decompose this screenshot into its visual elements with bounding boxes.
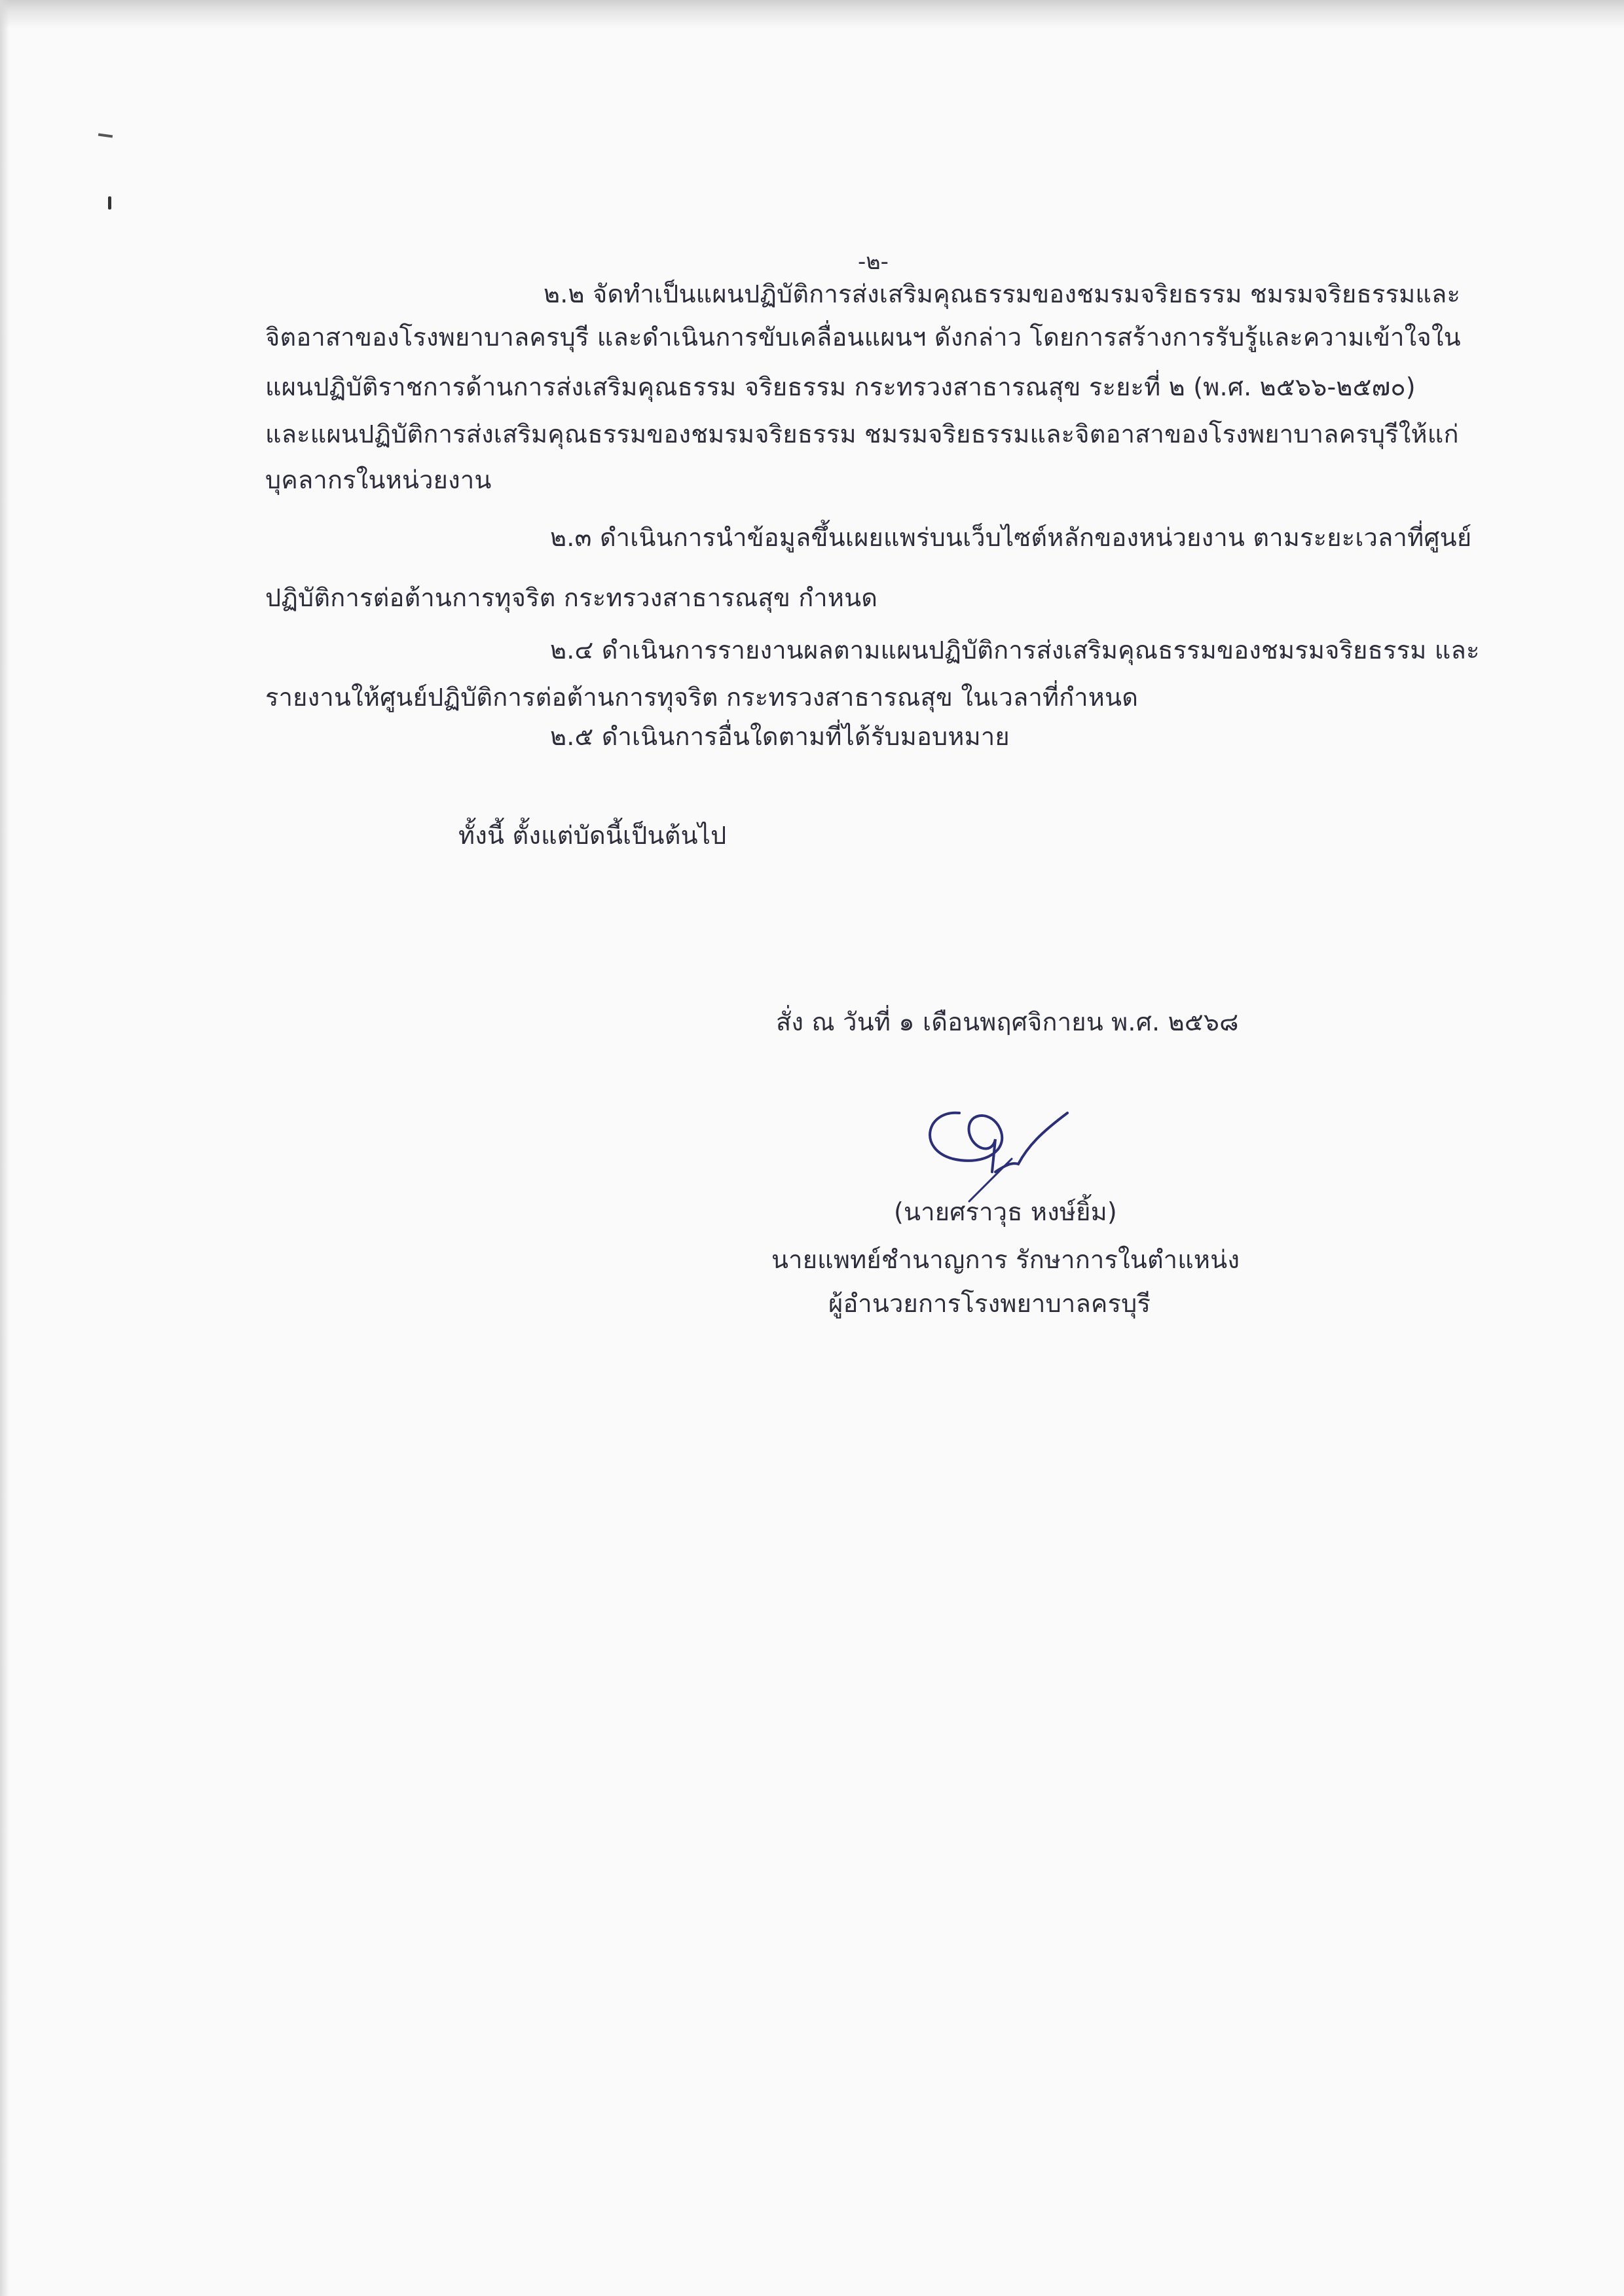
paragraph-2-5-line-1: ๒.๕ ดำเนินการอื่นใดตามที่ได้รับมอบหมาย	[550, 722, 1010, 751]
page-number: -๒-	[858, 249, 889, 275]
scan-speck	[98, 133, 113, 137]
paragraph-2-3-line-1: ๒.๓ ดำเนินการนำข้อมูลขึ้นเผยแพร่บนเว็บไซต์หลักของหน่วยงาน ตามระยะเวลาที่ศูนย์	[550, 523, 1472, 552]
paragraph-2-3-line-2: ปฏิบัติการต่อต้านการทุจริต กระทรวงสาธารณสุข กำหนด	[265, 583, 878, 612]
paragraph-2-2-line-2: จิตอาสาของโรงพยาบาลครบุรี และดำเนินการขับเคลื่อนแผนฯ ดังกล่าว โดยการสร้างการรับรู้และความเข้าใจใน	[265, 323, 1461, 352]
paragraph-2-2-line-5: บุคลากรในหน่วยงาน	[265, 465, 492, 494]
signer-name: (นายศราวุธ หงษ์ยิ้ม)	[894, 1197, 1117, 1226]
closing-statement: ทั้งนี้ ตั้งแต่บัดนี้เป็นต้นไป	[458, 821, 727, 850]
order-date: สั่ง ณ วันที่ ๑ เดือนพฤศจิกายน พ.ศ. ๒๕๖๘	[776, 1008, 1239, 1036]
paragraph-2-2-line-4: และแผนปฏิบัติการส่งเสริมคุณธรรมของชมรมจริยธรรม ชมรมจริยธรรมและจิตอาสาของโรงพยาบาลครบุรีให้แก่	[265, 420, 1459, 448]
paragraph-2-2-line-3: แผนปฏิบัติราชการด้านการส่งเสริมคุณธรรม จริยธรรม กระทรวงสาธารณสุข ระยะที่ ๒ (พ.ศ. ๒๕๖๖-๒๕๗๐)	[265, 373, 1416, 401]
paragraph-2-2-line-1: ๒.๒ จัดทำเป็นแผนปฏิบัติการส่งเสริมคุณธรรมของชมรมจริยธรรม ชมรมจริยธรรมและ	[544, 280, 1461, 308]
scan-speck	[108, 196, 111, 210]
signer-position: นายแพทย์ชำนาญการ รักษาการในตำแหน่ง	[771, 1245, 1240, 1274]
paragraph-2-4-line-2: รายงานให้ศูนย์ปฏิบัติการต่อต้านการทุจริต กระทรวงสาธารณสุข ในเวลาที่กำหนด	[265, 683, 1139, 712]
signer-title: ผู้อำนวยการโรงพยาบาลครบุรี	[828, 1289, 1151, 1318]
scan-edge	[0, 0, 9, 2296]
scan-shadow	[0, 0, 1624, 29]
paragraph-2-4-line-1: ๒.๔ ดำเนินการรายงานผลตามแผนปฏิบัติการส่งเสริมคุณธรรมของชมรมจริยธรรม และ	[550, 636, 1480, 665]
